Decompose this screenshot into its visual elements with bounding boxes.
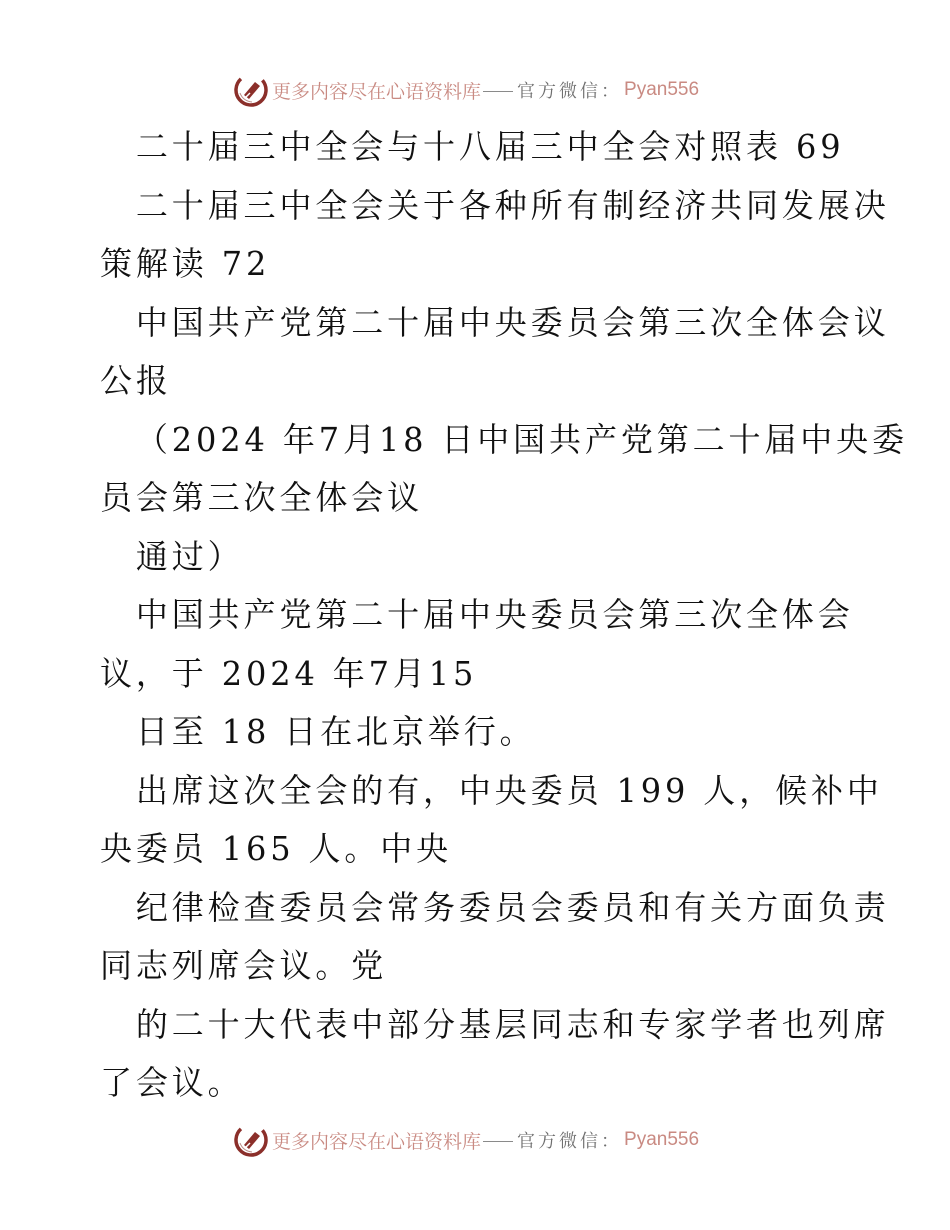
paragraph-2-line3: 纪律检查委员会常务委员会委员和有关方面负责 — [135, 887, 890, 927]
paragraph-1-line2: 议，于 2024 年7月15 — [100, 653, 478, 693]
paragraph-2-line4: 同志列席会议。党 — [100, 946, 388, 985]
watermark-brand-text: 更多内容尽在心语资料库 — [272, 80, 482, 103]
watermark-contact-id: Pyan556 — [624, 1129, 700, 1150]
watermark-dash — [483, 91, 513, 92]
watermark-brand-text: 更多内容尽在心语资料库 — [272, 1130, 482, 1153]
watermark-contact-label: 官方微信： — [517, 1131, 623, 1152]
toc-entry-ownership-interpretation-line2: 策解读 72 — [100, 244, 271, 283]
pen-nib-logo-icon — [234, 73, 268, 107]
communique-title-line1: 中国共产党第二十届中央委员会第三次全体会议 — [135, 302, 890, 342]
paragraph-1-line3: 日至 18 日在北京举行。 — [135, 712, 536, 751]
watermark-footer — [234, 1122, 699, 1158]
adoption-note-line1: （2024 年7月18 日中国共产党第二十届中央委 — [135, 419, 908, 459]
paragraph-2-line6: 了会议。 — [100, 1063, 244, 1102]
paragraph-2-line5: 的二十大代表中部分基层同志和专家学者也列席 — [135, 1004, 890, 1044]
communique-title-line2: 公报 — [100, 361, 172, 400]
watermark-dash — [483, 1141, 513, 1142]
watermark-contact-id: Pyan556 — [624, 79, 700, 100]
paragraph-1-line1: 中国共产党第二十届中央委员会第三次全体会 — [135, 595, 854, 634]
paragraph-2-line2: 央委员 165 人。中央 — [100, 829, 453, 868]
pen-nib-logo-icon — [234, 1123, 268, 1157]
adoption-note-line3: 通过） — [135, 536, 244, 576]
watermark-header — [234, 72, 699, 108]
toc-entry-ownership-interpretation-line1: 二十届三中全会关于各种所有制经济共同发展决 — [135, 185, 890, 225]
watermark-contact-label: 官方微信： — [517, 81, 623, 102]
toc-entry-comparison-table: 二十届三中全会与十八届三中全会对照表 69 — [135, 127, 845, 166]
adoption-note-line2: 员会第三次全体会议 — [100, 478, 424, 517]
paragraph-2-line1: 出席这次全会的有，中央委员 199 人，候补中 — [135, 770, 883, 810]
document-body — [100, 118, 908, 1113]
